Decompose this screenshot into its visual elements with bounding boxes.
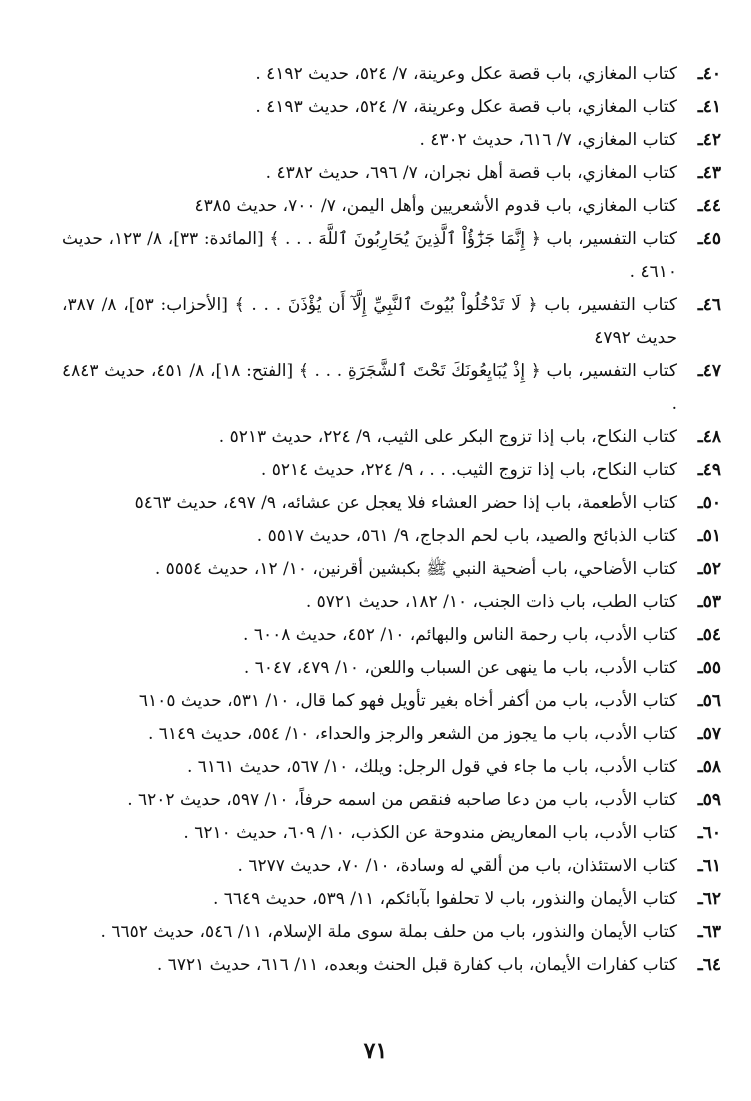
entry-number: ٦٠ـ (697, 823, 721, 843)
entry-number: ٤٧ـ (697, 361, 721, 381)
entry-text: كتاب الأطعمة، باب إذا حضر العشاء فلا يعجل عن عشائه، ٩/ ٤٩٧، حديث ٥٤٦٣ (134, 493, 677, 513)
list-item (62, 586, 721, 619)
list-item (62, 124, 721, 157)
entry-number: ٤٩ـ (697, 460, 721, 480)
entry-text: كتاب الأدب، باب من دعا صاحبه فنقص من اسمه حرفاً، ١٠/ ٥٩٧، حديث ٦٢٠٢ . (127, 790, 677, 810)
entry-text: كتاب النكاح، باب إذا تزوج البكر على الثيب، ٩/ ٢٢٤، حديث ٥٢١٣ . (218, 427, 677, 447)
entry-text: كتاب الأيمان والنذور، باب لا تحلفوا بآبائكم، ١١/ ٥٣٩، حديث ٦٦٤٩ . (212, 889, 677, 909)
list-item (62, 718, 721, 751)
entry-number: ٤٨ـ (697, 427, 721, 447)
entry-text: كتاب الأدب، باب ما يجوز من الشعر والرجز والحداء، ١٠/ ٥٥٤، حديث ٦١٤٩ . (147, 724, 677, 744)
entry-number: ٥٦ـ (697, 691, 721, 711)
entry-number: ٦٢ـ (697, 889, 721, 909)
entry-number: ٥٣ـ (697, 592, 721, 612)
entry-number: ٤٦ـ (697, 295, 721, 315)
entry-number: ٥٤ـ (697, 625, 721, 645)
list-item (62, 190, 721, 223)
entry-number: ٤٢ـ (697, 130, 721, 150)
entry-number: ٤٥ـ (697, 229, 721, 249)
entry-number: ٦٣ـ (697, 922, 721, 942)
entry-number: ٥٨ـ (697, 757, 721, 777)
list-item (62, 817, 721, 850)
entry-text: كتاب التفسير، باب ﴿ لَا تَدْخُلُواْ بُيُوتَ ٱلنَّبِيِّ إِلَّآ أَن يُؤْذَنَ . . . ﴾ [الأحزاب: ٥٣]، ٨/ ٣٨٧، حديث ٤٧٩٢ (62, 295, 677, 348)
entry-text: كتاب المغازي، باب قصة عكل وعرينة، ٧/ ٥٢٤، حديث ٤١٩٣ . (255, 97, 677, 117)
entry-text: كتاب الأدب، باب من أكفر أخاه بغير تأويل فهو كما قال، ١٠/ ٥٣١، حديث ٦١٠٥ (138, 691, 677, 711)
list-item (62, 454, 721, 487)
entry-text: كتاب المغازي، باب قدوم الأشعريين وأهل اليمن، ٧/ ٧٠٠، حديث ٤٣٨٥ (194, 196, 677, 216)
list-item (62, 949, 721, 982)
list-item (62, 685, 721, 718)
entry-number: ٤٤ـ (697, 196, 721, 216)
entry-number: ٥٥ـ (697, 658, 721, 678)
list-item (62, 223, 721, 289)
entry-text: كتاب المغازي، باب قصة عكل وعرينة، ٧/ ٥٢٤، حديث ٤١٩٢ . (255, 64, 677, 84)
page-number: ٧١ (363, 1038, 388, 1064)
list-item (62, 652, 721, 685)
entry-text: كتاب الأدب، باب المعاريض مندوحة عن الكذب، ١٠/ ٦٠٩، حديث ٦٢١٠ . (183, 823, 677, 843)
entry-number: ٤١ـ (697, 97, 721, 117)
list-item (62, 91, 721, 124)
list-item (62, 355, 721, 421)
list-item (62, 421, 721, 454)
list-item (62, 553, 721, 586)
entry-number: ٥١ـ (697, 526, 721, 546)
list-item (62, 751, 721, 784)
list-item (62, 850, 721, 883)
list-item (62, 289, 721, 355)
list-item (62, 58, 721, 91)
entry-text: كتاب التفسير، باب ﴿ إِذْ يُبَايِعُونَكَ تَحْتَ ٱلشَّجَرَةِ . . . ﴾ [الفتح: ١٨]، ٨/ ٤٥١، حديث ٤٨٤٣ . (62, 361, 677, 414)
entry-text: كتاب المغازي، ٧/ ٦١٦، حديث ٤٣٠٢ . (419, 130, 677, 150)
entry-text: كتاب النكاح، باب إذا تزوج الثيب. . . ، ٩/ ٢٢٤، حديث ٥٢١٤ . (260, 460, 677, 480)
entry-number: ٤٣ـ (697, 163, 721, 183)
entry-text: كتاب الاستئذان، باب من ألقي له وسادة، ١٠/ ٧٠، حديث ٦٢٧٧ . (237, 856, 677, 876)
list-item (62, 487, 721, 520)
entry-number: ٥٢ـ (697, 559, 721, 579)
list-item (62, 883, 721, 916)
entry-number: ٦١ـ (697, 856, 721, 876)
entry-text: كتاب كفارات الأيمان، باب كفارة قبل الحنث وبعده، ١١/ ٦١٦، حديث ٦٧٢١ . (156, 955, 677, 975)
entry-text: كتاب المغازي، باب قصة أهل نجران، ٧/ ٦٩٦، حديث ٤٣٨٢ . (265, 163, 677, 183)
entry-text: كتاب الطب، باب ذات الجنب، ١٠/ ١٨٢، حديث ٥٧٢١ . (305, 592, 677, 612)
entry-number: ٥٧ـ (697, 724, 721, 744)
entry-number: ٥٩ـ (697, 790, 721, 810)
entry-text: كتاب التفسير، باب ﴿ إِنَّمَا جَزَٰٓؤُاْ ٱلَّذِينَ يُحَارِبُونَ ٱللَّهَ . . . ﴾ [المائدة: ٣٣]، ٨/ ١٢٣، حديث ٤٦١٠ . (62, 229, 677, 282)
list-item (62, 157, 721, 190)
entry-text: كتاب الأضاحي، باب أضحية النبي ﷺ بكبشين أقرنين، ١٠/ ١٢، حديث ٥٥٥٤ . (154, 559, 677, 579)
entry-text: كتاب الأدب، باب ما ينهى عن السباب واللعن، ١٠/ ٤٧٩، ٦٠٤٧ . (243, 658, 677, 678)
list-item (62, 916, 721, 949)
entry-text: كتاب الأدب، باب رحمة الناس والبهائم، ١٠/ ٤٥٢، حديث ٦٠٠٨ . (243, 625, 677, 645)
entry-text: كتاب الذبائح والصيد، باب لحم الدجاج، ٩/ ٥٦١، حديث ٥٥١٧ . (256, 526, 677, 546)
entry-number: ٤٠ـ (697, 64, 721, 84)
list-item (62, 520, 721, 553)
entry-text: كتاب الأدب، باب ما جاء في قول الرجل: ويلك، ١٠/ ٥٦٧، حديث ٦١٦١ . (186, 757, 677, 777)
list-item (62, 784, 721, 817)
entry-number: ٥٠ـ (697, 493, 721, 513)
entry-number: ٦٤ـ (697, 955, 721, 975)
hadith-reference-list (62, 58, 721, 982)
entry-text: كتاب الأيمان والنذور، باب من حلف بملة سوى ملة الإسلام، ١١/ ٥٤٦، حديث ٦٦٥٢ . (100, 922, 677, 942)
list-item (62, 619, 721, 652)
